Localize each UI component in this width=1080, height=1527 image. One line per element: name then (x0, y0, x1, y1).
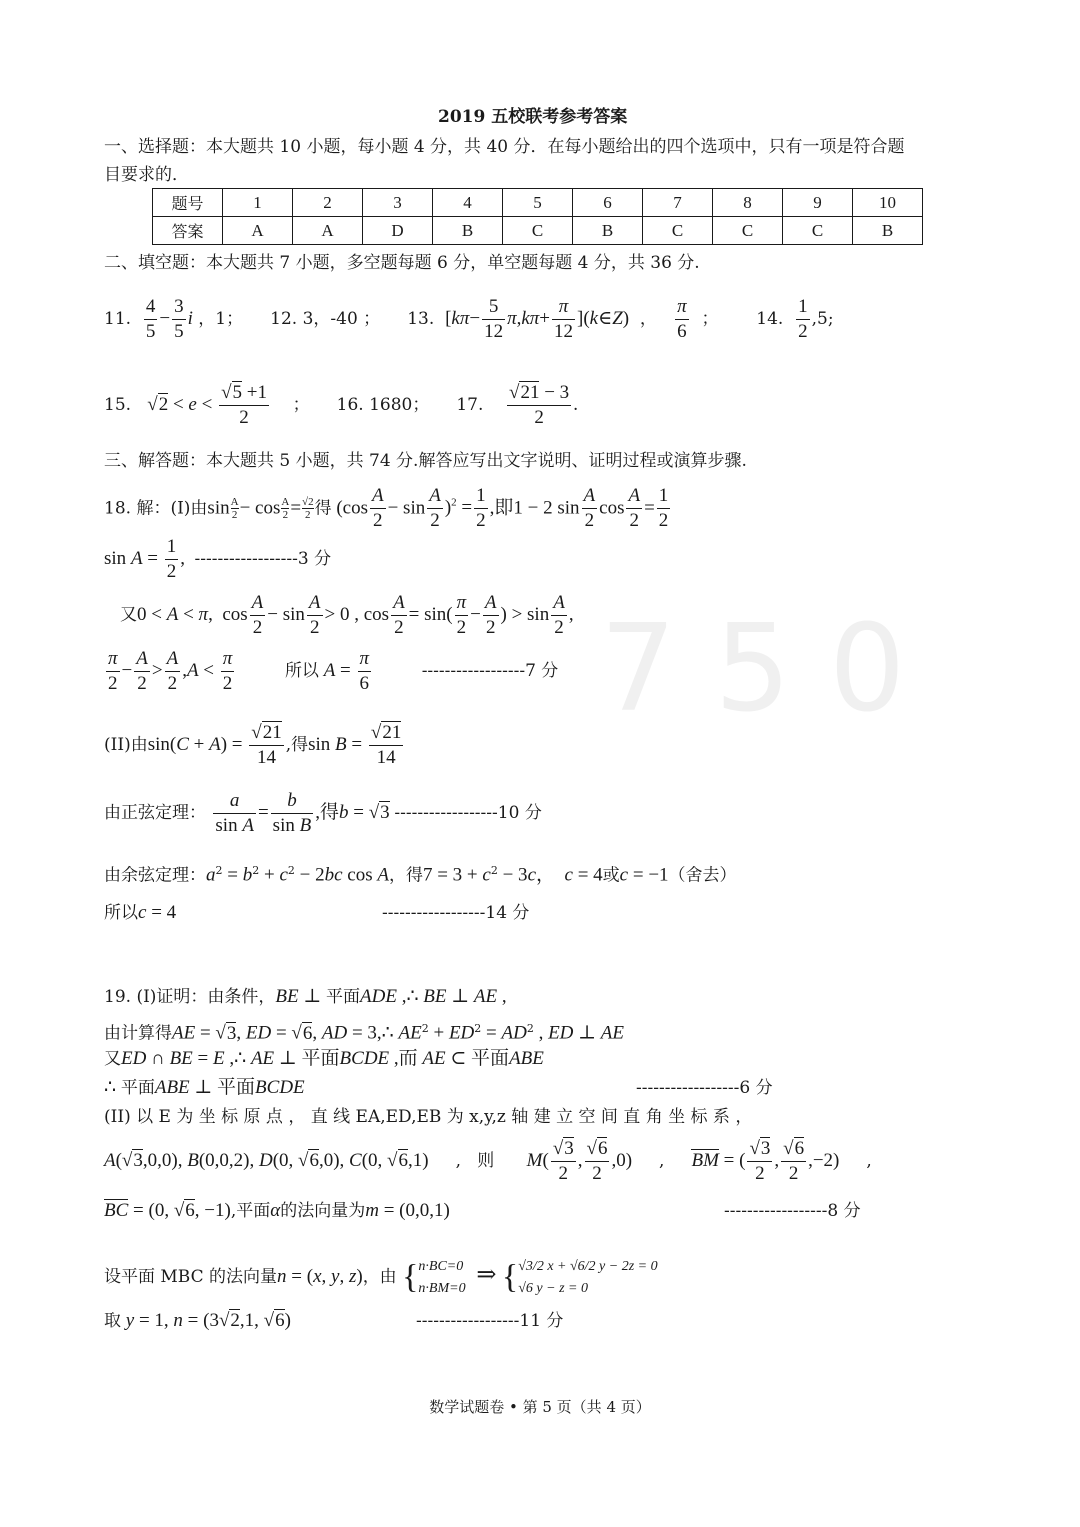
table-cell: A (223, 217, 293, 245)
q18-line5: (II)由sin(C + A) = $\frac{√21}{14}$ ,得sin B = $\frac{√21}{14}$ (104, 722, 402, 768)
fraction: $\frac{A}{2}$ (393, 592, 405, 638)
fraction: $\frac{A}{2}$ (136, 648, 148, 694)
score-mark: ------------------11 分 (416, 1311, 564, 1331)
fraction: $\frac{\pi}{2}$ (456, 592, 467, 638)
score-mark: ------------------6 分 (636, 1078, 773, 1098)
q11-tail: ，1； (198, 309, 244, 329)
small-fraction: $\frac{√2}{2}$ (302, 496, 314, 522)
q13-tail: ， (639, 309, 657, 329)
table-row (153, 217, 923, 245)
q19-l2: 由计算得 (104, 1023, 172, 1044)
q19-line8: 设平面 MBC 的法向量n = (x, y, z)，由 { n·BC=0 n·BM=0 ⇒ { √3/2 x + √6/2 y − 2z = 0 √6 y − z = 0 (104, 1258, 658, 1296)
row-header: 答案 (153, 217, 223, 245)
q19-normal-text2: 的法向量为 (280, 1201, 366, 1221)
fraction: $\frac{A}{2}$ (371, 485, 384, 532)
table-cell: B (433, 217, 503, 245)
fraction: $\frac{A}{2}$ (429, 485, 441, 532)
table-cell: 4 (433, 189, 503, 217)
fraction: $\frac{A}{2}$ (583, 485, 596, 532)
q11-label: 11. (104, 309, 132, 329)
fraction: $\frac{1}{2}$ (658, 485, 669, 532)
fraction: $\frac{1}{2}$ (476, 485, 486, 532)
part2-heading: 二、填空题：本大题共 7 小题，多空题每题 6 分，单空题每题 4 分，共 36 分. (104, 253, 700, 273)
table-cell: B (853, 217, 923, 245)
fraction: $\frac{1}{2}$ (798, 296, 808, 342)
q19-line6: A(√3,0,0), B(0,0,2), D(0, √6,0), C(0, √6,1) , 则 M( $\frac{√3}{2}$ , $\frac{√6}{2}$ ,0) , BM = ( $\frac{√3}{2}$ , $\frac{√6}{2}$ ,−2) , (104, 1138, 872, 1184)
page-footer: 数学试题卷 • 第 5 页（共 4 页） (429, 1398, 651, 1416)
fill-answers-row2: 15. √2 < e < $\frac{√5 +1}{2}$ ； 16. 1680； 17. $\frac{√21 - 3}{2}$ . (104, 382, 578, 428)
q12-answer: 12. 3，-40 ； (270, 309, 381, 329)
table-cell: 10 (853, 189, 923, 217)
fraction: $\frac{A}{2}$ (166, 648, 179, 694)
fraction: $\frac{3}{5}$ (174, 296, 184, 342)
q18-line4: $\frac{\pi}{2}$ − $\frac{A}{2}$ > $\frac{A}{2}$ ,A < $\frac{\pi}{2}$ 所以 A = $\frac{\pi}{6}$ ------------------7 分 (108, 648, 559, 694)
table-cell: 6 (573, 189, 643, 217)
fraction: $\frac{√3}{2}$ (552, 1138, 574, 1184)
q19-line1: 19. (I)证明：由条件，BE ⊥ 平面ADE ,∴ BE ⊥ AE , (104, 986, 507, 1007)
fraction: $\frac{\pi}{2}$ (222, 648, 233, 694)
small-fraction: $\frac{A}{2}$ (281, 496, 290, 522)
q15-label: 15. (104, 395, 132, 415)
row-header: 题号 (153, 189, 223, 217)
q18-line6: 由正弦定理： $\frac{a}{\text{sin A}}$ = $\frac{b}{\text{sin B}}$ ,得b = √3 ------------------10 分 (104, 790, 542, 836)
table-cell: 5 (503, 189, 573, 217)
table-cell: D (363, 217, 433, 245)
q19-line7: BC = (0, √6, −1),平面α的法向量为m = (0,0,1) ------------------8 分 (104, 1200, 861, 1221)
table-cell: B (573, 217, 643, 245)
q19-plane: 平面 (326, 987, 361, 1007)
score-mark: ------------------7 分 (421, 661, 559, 681)
fraction: $\frac{√21}{14}$ (251, 722, 282, 768)
part3-heading: 三、解答题：本大题共 5 小题，共 74 分.解答应写出文字说明、证明过程或演算步骤. (104, 451, 747, 471)
q14-label: 14. (756, 309, 784, 329)
table-cell: C (503, 217, 573, 245)
q18-line1: 18. 解：(I)由sin $\frac{A}{2}$ − cos $\frac{A}{2}$ = $\frac{√2}{2}$ 得 (cos $\frac{A}{2}$ − sin $\frac{A}{2}$ )$^2$ = $\frac{1}{2}$ ,即1 − 2 sin $\frac{A}{2}$ cos $\frac{A}{2}$ = $\frac{1}{2}$ (104, 485, 669, 532)
q19-normal-text: ,平面 (230, 1201, 271, 1221)
q18-or: 或 (602, 865, 620, 886)
q18-line2: sin A = $\frac{1}{2}$ , ------------------3 分 (104, 536, 332, 582)
table-cell: 2 (293, 189, 363, 217)
q19-line5: (II) 以 E 为 坐 标 原 点 ， 直 线 EA,ED,EB 为 x,y,z 轴 建 立 空 间 直 角 坐 标 系 ， (104, 1107, 753, 1127)
q18-suoyi-c: 所以 (104, 903, 138, 923)
q18-line7: 由余弦定理：$a^2 = b^2 + c^2 - 2bc$ cos A，得$7 = 3 + c^2 - 3c$， c = 4或c = −1（舍去） (104, 864, 737, 886)
answer-table (152, 188, 923, 245)
fraction: $\frac{√6}{2}$ (783, 1138, 805, 1184)
q18-de: ,得 (285, 735, 309, 755)
q14-tail: ,5; (811, 309, 834, 329)
q18-part2-prefix: (II)由 (104, 735, 148, 755)
part1-heading-line2: 目要求的． (104, 165, 189, 185)
fraction: $\frac{A}{2}$ (308, 592, 321, 638)
q19-take: 取 (104, 1311, 121, 1331)
q13-label: 13. (407, 309, 435, 329)
q19-line3: 又ED ∩ BE = E ,∴ AE ⊥ 平面BCDE ,而 AE ⊂ 平面ABE (104, 1048, 544, 1069)
fraction: $\frac{√5 +1}{2}$ (221, 382, 267, 428)
table-cell: 1 (223, 189, 293, 217)
small-fraction: $\frac{A}{2}$ (230, 496, 239, 522)
score-mark: ------------------14 分 (382, 903, 530, 923)
q19-l1: 19. (I)证明：由条件， (104, 987, 276, 1007)
q18-de7: ，得 (388, 865, 423, 886)
table-cell: 7 (643, 189, 713, 217)
score-mark: ------------------10 分 (394, 803, 542, 823)
q19-line4: ∴ 平面ABE ⊥ 平面BCDE ------------------6 分 (104, 1077, 773, 1098)
score-mark: ------------------3 分 (194, 549, 332, 569)
fraction: $\frac{√21}{14}$ (370, 722, 402, 768)
fraction: $\frac{5}{12}$ (484, 296, 504, 342)
fraction: $\frac{4}{5}$ (145, 296, 156, 342)
watermark: 7 5 0 (600, 600, 906, 739)
fraction: $\frac{\pi}{6}$ (359, 648, 370, 694)
q18-also: 又 (120, 605, 137, 625)
fraction: $\frac{√3}{2}$ (749, 1138, 771, 1184)
fraction: $\frac{\pi}{2}$ (108, 648, 118, 694)
fraction: $\frac{a}{\text{sin A}}$ (215, 790, 254, 836)
q18-line8: 所以c = 4 ------------------14 分 (104, 902, 530, 923)
q16-answer: 16. 1680； (336, 395, 430, 415)
q19-then: 则 (477, 1151, 495, 1171)
q19-l4: 平面 (120, 1078, 155, 1098)
fraction: $\frac{A}{2}$ (251, 592, 264, 638)
fraction: $\frac{√6}{2}$ (586, 1138, 608, 1184)
fraction: $\frac{A}{2}$ (553, 592, 565, 638)
q19-l3: 又 (104, 1049, 121, 1069)
fraction: $\frac{√21 - 3}{2}$ (509, 382, 570, 428)
q18-discard: （舍去） (668, 865, 737, 886)
q19-set-normal: 设平面 MBC 的法向量 (104, 1267, 278, 1287)
q17-label: 17. (456, 395, 484, 415)
q18-suoyi: 所以 (284, 661, 319, 681)
fraction: $\frac{A}{2}$ (484, 592, 497, 638)
table-cell: C (643, 217, 713, 245)
fraction: $\frac{1}{2}$ (166, 536, 177, 582)
q18-sine-rule: 由正弦定理： (104, 803, 206, 823)
fraction: $\frac{A}{2}$ (628, 485, 641, 532)
part1-heading-line1: 一、选择题：本大题共 10 小题，每小题 4 分，共 40 分．在每小题给出的四个选项中，只有一项是符合题 (104, 137, 905, 157)
fill-answers-row1: 11. $\frac{4}{5}$ − $\frac{3}{5}$ i ，1； 12. 3，-40 ； 13. [kπ− $\frac{5}{12}$ π,kπ+ $\frac{\pi}{12}$ ](k∈Z) ， $\frac{\pi}{6}$ ； 14. $\frac{1}{2}$ ,5; (104, 296, 834, 342)
q18-line3: 又0 < A < π, cos $\frac{A}{2}$ − sin $\frac{A}{2}$ > 0 , cos $\frac{A}{2}$ = sin( $\frac{\pi}{2}$ − $\frac{A}{2}$ ) > sin $\frac{A}{2}$ , (120, 592, 574, 638)
q18-start: 18. 解：(I)由 (104, 498, 208, 519)
q19-by: ，由 (362, 1267, 397, 1287)
fraction: $\frac{\pi}{12}$ (554, 296, 574, 342)
q19-line9: 取 y = 1, n = (3√2,1, √6) ------------------11 分 (104, 1310, 564, 1331)
fraction: $\frac{b}{\text{sin B}}$ (272, 790, 312, 836)
page-title: 2019 五校联考参考答案 (438, 107, 628, 127)
score-mark: ------------------8 分 (724, 1201, 861, 1221)
table-cell: C (783, 217, 853, 245)
table-row (153, 189, 923, 217)
table-cell: A (293, 217, 363, 245)
table-cell: C (713, 217, 783, 245)
table-cell: 8 (713, 189, 783, 217)
table-cell: 9 (783, 189, 853, 217)
table-cell: 3 (363, 189, 433, 217)
q18-cosine-rule: 由余弦定理： (104, 865, 206, 886)
q19-line2: 由计算得AE = √3, ED = √6, AD = 3,∴ $AE^2 + ED^2 = AD^2$ , ED ⊥ AE (104, 1022, 624, 1044)
fraction: $\frac{\pi}{6}$ (677, 296, 687, 342)
